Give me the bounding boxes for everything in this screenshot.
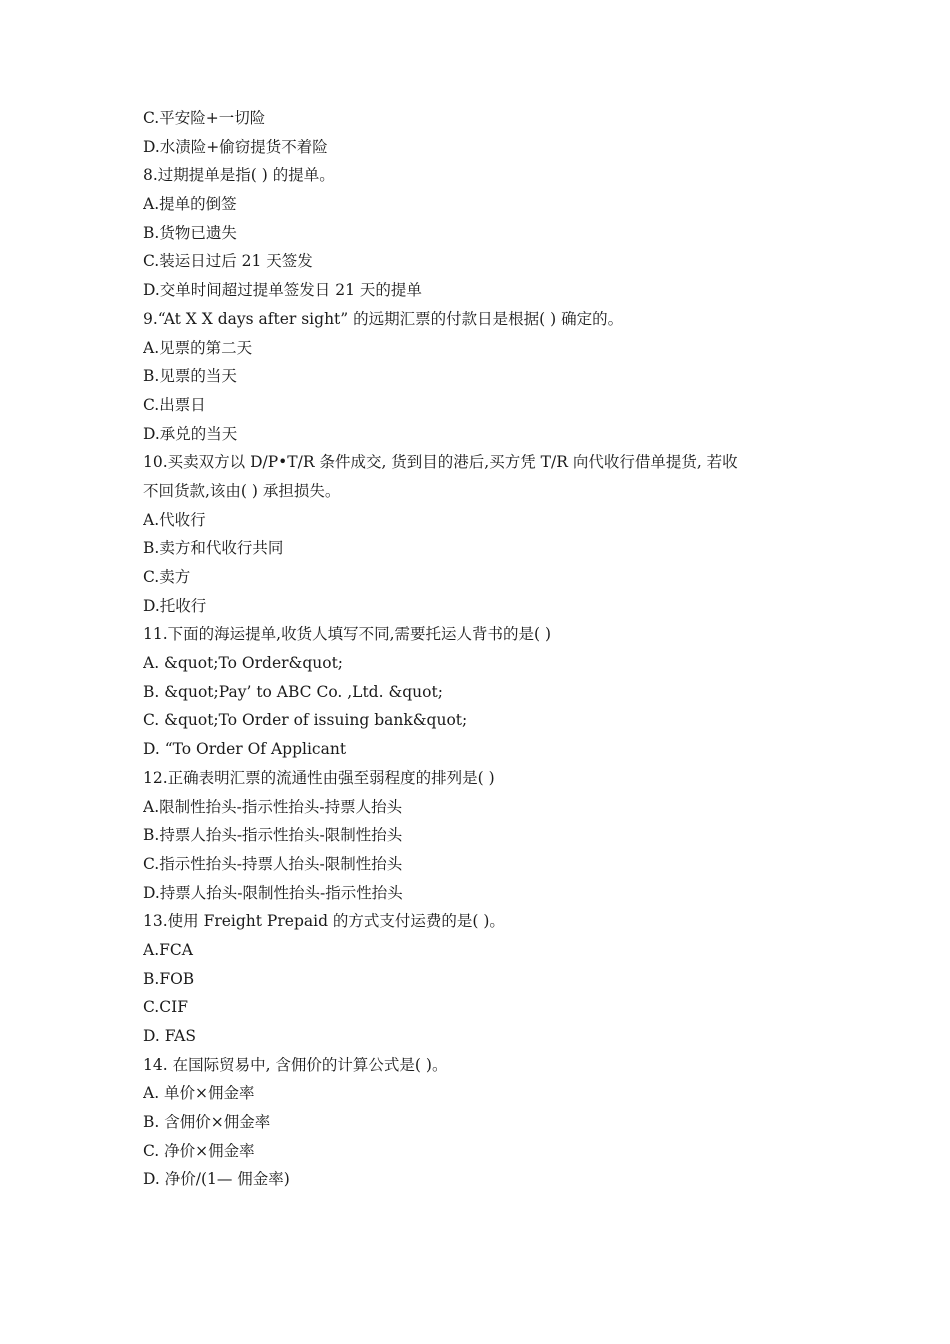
option-c-q13: C.CIF: [143, 998, 188, 1017]
option-b-q8: B.货物已遗失: [143, 223, 237, 242]
option-a-q8: A.提单的倒签: [143, 195, 237, 214]
option-d-q11: D. “To Order Of Applicant: [143, 740, 347, 759]
option-c-q12: C.指示性抬头-持票人抬头-限制性抬头: [143, 854, 403, 873]
option-b-q13: B.FOB: [143, 969, 195, 988]
option-b-q10: B.卖方和代收行共同: [143, 539, 284, 558]
option-d-q14: D. 净价/(1— 佣金率): [143, 1170, 290, 1189]
question-11: 11.下面的海运提单,收货人填写不同,需要托运人背书的是( ): [143, 625, 552, 644]
option-b-q11: B. &quot;Pay’ to ABC Co. ,Ltd. &quot;: [143, 682, 443, 701]
option-c-q7: C.平安险+一切险: [143, 109, 266, 127]
option-a-q12: A.限制性抬头-指示性抬头-持票人抬头: [143, 797, 403, 816]
question-10-continued: 不回货款,该由( ) 承担损失。: [143, 481, 341, 500]
question-14: 14. 在国际贸易中, 含佣价的计算公式是( )。: [143, 1055, 448, 1074]
option-d-q12: D.持票人抬头-限制性抬头-指示性抬头: [143, 883, 403, 902]
option-a-q13: A.FCA: [143, 940, 193, 959]
option-c-q14: C. 净价×佣金率: [143, 1141, 255, 1160]
question-8: 8.过期提单是指( ) 的提单。: [143, 166, 335, 185]
option-d-q8: D.交单时间超过提单签发日 21 天的提单: [143, 281, 422, 300]
option-c-q8: C.装运日过后 21 天签发: [143, 252, 313, 271]
option-b-q9: B.见票的当天: [143, 367, 237, 386]
option-c-q9: C.出票日: [143, 395, 206, 414]
option-d-q13: D. FAS: [143, 1027, 196, 1045]
question-text-block: [143, 104, 823, 1194]
question-10: 10.买卖双方以 D/P•T/R 条件成交, 货到目的港后,买方凭 T/R 向代收行借单提货, 若收: [143, 453, 738, 472]
option-b-q12: B.持票人抬头-指示性抬头-限制性抬头: [143, 826, 403, 845]
option-c-q11: C. &quot;To Order of issuing bank&quot;: [143, 711, 468, 730]
option-d-q10: D.托收行: [143, 596, 207, 615]
option-a-q9: A.见票的第二天: [143, 338, 253, 357]
option-a-q14: A. 单价×佣金率: [143, 1084, 255, 1103]
question-13: 13.使用 Freight Prepaid 的方式支付运费的是( )。: [143, 912, 505, 931]
question-12: 12.正确表明汇票的流通性由强至弱程度的排列是( ): [143, 768, 495, 787]
option-a-q10: A.代收行: [143, 510, 206, 529]
option-b-q14: B. 含佣价×佣金率: [143, 1113, 271, 1132]
option-a-q11: A. &quot;To Order&quot;: [143, 654, 344, 673]
question-9: 9.“At X X days after sight” 的远期汇票的付款日是根据( ) 确定的。: [143, 309, 624, 328]
option-c-q10: C.卖方: [143, 568, 191, 586]
option-d-q9: D.承兑的当天: [143, 424, 238, 443]
option-d-q7: D.水渍险+偷窃提货不着险: [143, 137, 328, 156]
